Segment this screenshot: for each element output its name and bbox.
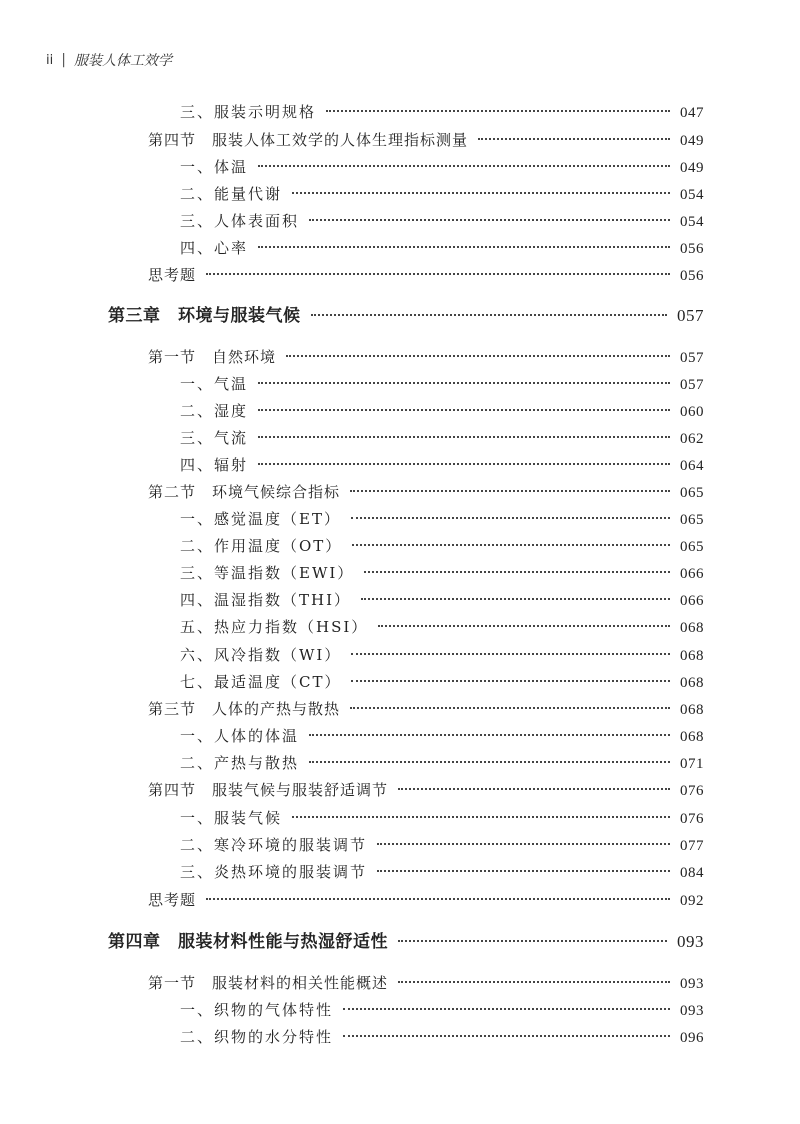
- dot-leader: [326, 110, 670, 112]
- dot-leader: [351, 653, 670, 655]
- dot-leader: [377, 843, 670, 845]
- toc-subsection-entry[interactable]: [180, 401, 704, 422]
- toc-entry-label: 一、气温: [180, 375, 249, 393]
- toc-section-entry[interactable]: [148, 347, 704, 368]
- toc-subsection-entry[interactable]: [180, 238, 704, 259]
- toc-entry-page-number: 056: [680, 268, 704, 284]
- toc-entry-page-number: 068: [680, 729, 704, 745]
- dot-leader: [398, 788, 670, 790]
- toc-subsection-entry[interactable]: [180, 645, 704, 666]
- toc-subsection-entry[interactable]: [180, 726, 704, 747]
- toc-chapter-entry[interactable]: [108, 932, 704, 952]
- toc-entry-page-number: 047: [680, 105, 704, 121]
- dot-leader: [258, 246, 670, 248]
- toc-entry-label: 第三章 环境与服装气候: [108, 306, 301, 326]
- toc-entry-page-number: 049: [680, 133, 704, 149]
- toc-entry-label: 三、服装示明规格: [180, 103, 317, 121]
- toc-entry-page-number: 060: [680, 404, 704, 420]
- toc-entry-page-number: 066: [680, 566, 704, 582]
- dot-leader: [292, 192, 670, 194]
- toc-section-entry[interactable]: [148, 780, 704, 801]
- toc-subsection-entry[interactable]: [180, 1000, 704, 1021]
- toc-entry-page-number: 057: [680, 350, 704, 366]
- toc-subsection-entry[interactable]: [180, 1027, 704, 1048]
- header-page-number: ii: [46, 52, 54, 68]
- dot-leader: [309, 734, 670, 736]
- toc-entry-label: 六、风冷指数（WI）: [180, 646, 342, 664]
- toc-section-entry[interactable]: [148, 265, 704, 286]
- toc-entry-page-number: 057: [680, 377, 704, 393]
- toc-entry-label: 三、人体表面积: [180, 212, 300, 230]
- toc-entry-label: 第二节 环境气候综合指标: [148, 483, 341, 501]
- toc-entry-label: 一、感觉温度（ET）: [180, 510, 341, 528]
- header-book-title: 服装人体工效学: [73, 53, 172, 69]
- toc-entry-label: 一、织物的气体特性: [180, 1001, 334, 1019]
- dot-leader: [258, 382, 670, 384]
- toc-subsection-entry[interactable]: [180, 862, 704, 883]
- toc-entry-label: 第四章 服装材料性能与热湿舒适性: [108, 932, 388, 952]
- dot-leader: [258, 436, 670, 438]
- dot-leader: [311, 314, 668, 316]
- toc-entry-page-number: 077: [680, 838, 704, 854]
- toc-subsection-entry[interactable]: [180, 617, 704, 638]
- toc-entry-label: 二、织物的水分特性: [180, 1028, 334, 1046]
- toc-entry-page-number: 056: [680, 241, 704, 257]
- toc-entry-page-number: 092: [680, 893, 704, 909]
- toc-entry-label: 二、产热与散热: [180, 754, 300, 772]
- dot-leader: [351, 517, 670, 519]
- toc-entry-page-number: 064: [680, 458, 704, 474]
- toc-entry-label: 第四节 服装人体工效学的人体生理指标测量: [148, 131, 469, 149]
- toc-entry-page-number: 065: [680, 485, 704, 501]
- toc-entry-label: 二、作用温度（OT）: [180, 537, 343, 555]
- toc-entry-label: 思考题: [148, 266, 197, 284]
- dot-leader: [361, 598, 670, 600]
- toc-entry-label: 三、气流: [180, 429, 249, 447]
- toc-entry-page-number: 065: [680, 539, 704, 555]
- toc-subsection-entry[interactable]: [180, 835, 704, 856]
- dot-leader: [258, 409, 670, 411]
- toc-entry-label: 一、体温: [180, 158, 249, 176]
- toc-entry-page-number: 068: [680, 675, 704, 691]
- toc-entry-label: 第一节 自然环境: [148, 348, 277, 366]
- toc-subsection-entry[interactable]: [180, 184, 704, 205]
- toc-entry-page-number: 057: [677, 306, 704, 325]
- toc-entry-label: 一、服装气候: [180, 809, 283, 827]
- dot-leader: [343, 1035, 670, 1037]
- toc-entry-label: 四、温湿指数（THI）: [180, 591, 352, 609]
- toc-subsection-entry[interactable]: [180, 672, 704, 693]
- dot-leader: [377, 870, 670, 872]
- toc-entry-page-number: 096: [680, 1030, 704, 1046]
- toc-section-entry[interactable]: [148, 699, 704, 720]
- dot-leader: [350, 490, 670, 492]
- dot-leader: [478, 138, 670, 140]
- toc-entry-label: 第四节 服装气候与服装舒适调节: [148, 781, 389, 799]
- toc-entry-label: 五、热应力指数（HSI）: [180, 618, 369, 636]
- toc-entry-label: 二、能量代谢: [180, 185, 283, 203]
- toc-entry-page-number: 068: [680, 648, 704, 664]
- dot-leader: [309, 761, 670, 763]
- dot-leader: [292, 816, 670, 818]
- dot-leader: [350, 707, 670, 709]
- toc-entry-label: 三、等温指数（EWI）: [180, 564, 355, 582]
- toc-entry-page-number: 076: [680, 811, 704, 827]
- toc-entry-page-number: 066: [680, 593, 704, 609]
- dot-leader: [398, 940, 667, 942]
- toc-entry-label: 二、湿度: [180, 402, 249, 420]
- dot-leader: [364, 571, 670, 573]
- toc-entry-label: 四、心率: [180, 239, 249, 257]
- toc-entry-page-number: 068: [680, 702, 704, 718]
- toc-subsection-entry[interactable]: [180, 211, 704, 232]
- toc-subsection-entry[interactable]: [180, 753, 704, 774]
- toc-chapter-entry[interactable]: [108, 306, 704, 326]
- dot-leader: [206, 898, 670, 900]
- dot-leader: [378, 625, 670, 627]
- toc-subsection-entry[interactable]: [180, 536, 704, 557]
- dot-leader: [258, 165, 670, 167]
- header-separator: |: [61, 52, 66, 68]
- toc-entry-label: 一、人体的体温: [180, 727, 300, 745]
- toc-section-entry[interactable]: [148, 973, 704, 994]
- dot-leader: [352, 544, 670, 546]
- toc-subsection-entry[interactable]: [180, 157, 704, 178]
- toc-entry-page-number: 054: [680, 214, 704, 230]
- toc-entry-page-number: 071: [680, 756, 704, 772]
- toc-entry-label: 第一节 服装材料的相关性能概述: [148, 974, 389, 992]
- toc-section-entry[interactable]: [148, 890, 704, 911]
- toc-entry-label: 第三节 人体的产热与散热: [148, 700, 341, 718]
- toc-entry-label: 七、最适温度（CT）: [180, 673, 342, 691]
- toc-entry-page-number: 084: [680, 865, 704, 881]
- toc-subsection-entry[interactable]: [180, 590, 704, 611]
- toc-subsection-entry[interactable]: [180, 374, 704, 395]
- toc-section-entry[interactable]: [148, 482, 704, 503]
- toc-entry-label: 三、炎热环境的服装调节: [180, 863, 368, 881]
- dot-leader: [286, 355, 670, 357]
- toc-entry-page-number: 065: [680, 512, 704, 528]
- toc-subsection-entry[interactable]: [180, 509, 704, 530]
- toc-subsection-entry[interactable]: [180, 428, 704, 449]
- dot-leader: [398, 981, 670, 983]
- toc-entry-page-number: 093: [680, 976, 704, 992]
- toc-subsection-entry[interactable]: [180, 563, 704, 584]
- toc-entry-page-number: 054: [680, 187, 704, 203]
- toc-entry-label: 思考题: [148, 891, 197, 909]
- toc-subsection-entry[interactable]: [180, 455, 704, 476]
- dot-leader: [343, 1008, 670, 1010]
- toc-entry-page-number: 093: [680, 1003, 704, 1019]
- toc-section-entry[interactable]: [148, 130, 704, 151]
- toc-entry-label: 四、辐射: [180, 456, 249, 474]
- toc-entry-page-number: 093: [677, 932, 704, 951]
- toc-subsection-entry[interactable]: [180, 102, 704, 123]
- toc-entry-page-number: 076: [680, 783, 704, 799]
- toc-entry-label: 二、寒冷环境的服装调节: [180, 836, 368, 854]
- dot-leader: [351, 680, 670, 682]
- toc-entry-page-number: 049: [680, 160, 704, 176]
- toc-entry-page-number: 068: [680, 620, 704, 636]
- dot-leader: [206, 273, 670, 275]
- toc-entry-page-number: 062: [680, 431, 704, 447]
- toc-subsection-entry[interactable]: [180, 808, 704, 829]
- dot-leader: [258, 463, 670, 465]
- dot-leader: [309, 219, 670, 221]
